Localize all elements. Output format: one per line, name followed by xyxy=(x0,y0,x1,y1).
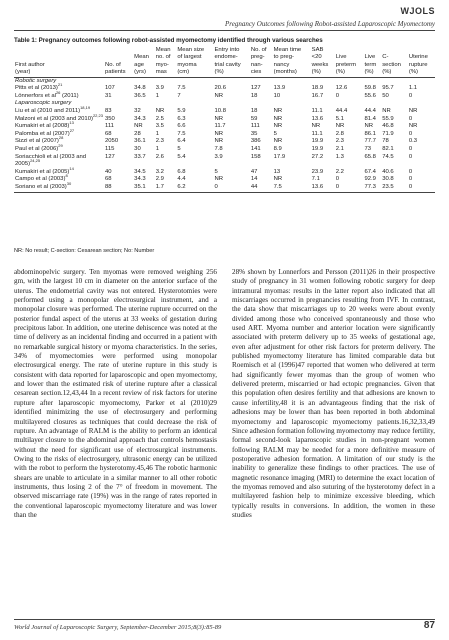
table-cell: 82.1 xyxy=(382,145,394,152)
table-header-cell: myoma xyxy=(177,61,197,68)
table-cell: 68 xyxy=(105,176,112,183)
table-cell: NR xyxy=(214,115,224,122)
table-cell: 3.9 xyxy=(214,153,223,160)
table-cell: 11.1 xyxy=(311,108,323,114)
table-header-cell: mas xyxy=(155,69,177,77)
table-cell: 6.4 xyxy=(177,138,186,145)
table-cell: 74.5 xyxy=(382,153,394,160)
table-cell: 1.3 xyxy=(335,153,344,160)
table-cell: 0 xyxy=(408,130,413,137)
table-cell: 18.9 xyxy=(311,85,324,92)
table-cell: 46.8 xyxy=(382,123,394,130)
table-cell-author: Pitts et al $(2013)^{21}$ xyxy=(15,82,63,92)
table-cell: 2050 xyxy=(105,138,119,145)
table-header-cell: First author xyxy=(15,61,45,68)
table-cell: 18 xyxy=(250,108,258,114)
table-cell: 13.6 xyxy=(311,184,335,192)
table-cell: 71.9 xyxy=(382,130,394,137)
table-header-cell: (%) xyxy=(335,69,364,77)
table-row xyxy=(14,131,435,139)
table-cell: 7.5 xyxy=(273,184,311,192)
table-cell-author: Kumakiri et al $(2008)^{13}$ xyxy=(15,120,74,130)
table-header-cell: preg- xyxy=(250,54,265,61)
table-cell-author: Kumakiri et al $(2005)^{14}$ xyxy=(15,165,74,175)
table-header-cell xyxy=(363,47,381,54)
journal-citation: World Journal of Laparoscopic Surgery, September-December 2015;8(3):85-89 xyxy=(14,624,222,631)
table-cell: 127 xyxy=(250,85,261,92)
table-cell: 12.6 xyxy=(335,85,348,92)
table-cell: 68 xyxy=(105,130,112,137)
table-cell: 2.5 xyxy=(155,115,164,122)
table-cell: 20.6 xyxy=(214,85,226,92)
table-cell: 31 xyxy=(105,92,112,99)
table-cell: 30 xyxy=(134,145,141,152)
table-header-cell xyxy=(335,47,364,54)
table-row xyxy=(14,138,435,146)
table-cell: 19.9 xyxy=(311,138,324,145)
table-cell: 40.6 xyxy=(382,168,394,175)
table-cell: 0 xyxy=(408,168,413,175)
table-cell: 32 xyxy=(134,108,141,114)
table-cell: 50 xyxy=(382,92,389,99)
table-cell-author: Soriano et al $(2003)^{30}$ xyxy=(14,184,104,192)
table-cell: 13.6 xyxy=(311,115,324,122)
table-header-cell: myo- xyxy=(155,61,169,68)
table-header-cell: (year) xyxy=(14,69,104,77)
table-header-cell: rupture xyxy=(408,61,428,68)
table-header-cell: Mean time xyxy=(273,47,302,53)
table-cell: 0 xyxy=(335,92,340,99)
table-cell: 5 xyxy=(177,145,181,152)
table-cell: 7.8 xyxy=(214,145,223,152)
table-cell: 2.9 xyxy=(155,176,164,183)
table-cell: 2.1 xyxy=(335,145,344,152)
table-cell: 158 xyxy=(250,153,261,160)
table-header-cell: to preg- xyxy=(273,54,294,61)
table-cell: 36.5 xyxy=(134,92,146,99)
table-cell-author: Paul et al $(2006)^{29}$ xyxy=(15,143,63,152)
table-cell: 1.7 xyxy=(155,184,177,192)
table-cell: 13.9 xyxy=(273,85,286,92)
table-cell: 3.2 xyxy=(155,168,164,175)
table-cell: 4.4 xyxy=(177,176,186,183)
table-cell: 86.1 xyxy=(364,130,376,137)
table-cell: 115 xyxy=(105,145,115,152)
table-cell: 23.9 xyxy=(311,168,324,175)
table-cell: 6.6 xyxy=(177,123,186,130)
table-cell: 73 xyxy=(364,145,372,152)
table-cell: 350 xyxy=(105,115,115,122)
table-cell: 7.1 xyxy=(311,176,320,183)
table-cell: NR xyxy=(214,130,224,137)
table-cell: 5.1 xyxy=(335,115,344,122)
page-number: 87 xyxy=(423,620,435,631)
table-cell: 3.9 xyxy=(155,85,164,92)
table-cell: 5.4 xyxy=(177,153,186,160)
table-section-title: Laparoscopic surgery xyxy=(15,100,72,107)
body-column-left xyxy=(14,268,217,520)
table-cell: 0 xyxy=(214,184,250,192)
table-cell: 1 xyxy=(155,92,160,99)
body-paragraph: 28% shown by Lonnerfors and Persson (2011)26 in their prospective study of pregnancy in 31 women following robotic surgery for deep intramural myomas: results in the latter report also indicated that all miscarriages occurred in pregnancies resulting from IVF. In contrast, the data show that miscarriages up to 20 weeks were about evenly divided among those who conceived spontaneously and those who used ART. Myoma number and anterior location were significantly associated with preterm delivery up to 35 weeks of gestational age, even after adjustment for other risk factors for preterm delivery. The published myomectomy literature has limited comparable data but Roemisch et al (1996)47 reported that women who delivered at term had significantly fewer myomas than the group of women who delivered preterm, miscarried or had ectopic pregnancies. Given that this population often desires fertility and that adhesions are known to cause infertility,48 it is an advantageous finding that the risk of adhesions may be lower than has been reported in both abdominal myomectomy and laparoscopic myomectomy patients.16,32,33,49 Since adhesion formation following myomectomy may reduce fertility, formal second-look laparoscopic studies in non-pregnant women following RALM may be needed for a more definitive measure of postoperative adhesion formation. A limitation of our study is the inability to generalize these findings to other practices. The use of magnetic resonance imaging (MRI) to determine the exact location of the myomas removed and also suturing of the hysterotomy defect in a multilayered fashion help to minimize excessive bleeding, which typically results in conversions. In addition, the women in these studies xyxy=(232,268,435,519)
table-cell: 6.8 xyxy=(177,168,186,175)
table-cell: 81.4 xyxy=(364,115,376,122)
table-cell: NR xyxy=(214,176,224,183)
table-cell: 0 xyxy=(335,176,340,183)
table-cell: 27.2 xyxy=(311,153,324,160)
table-header-cell: (%) xyxy=(311,69,335,77)
table-cell: NR xyxy=(134,123,143,130)
table-header-cell: term xyxy=(364,61,377,68)
table-cell: 0 xyxy=(408,115,413,122)
table-header-cell: of largest xyxy=(177,54,202,61)
table-cell-author: Lönnerfors et $al^{26}$ (2011) xyxy=(15,89,79,99)
table-cell: 16.7 xyxy=(311,92,324,99)
table-cell: 5 xyxy=(273,130,277,137)
table-header-row xyxy=(14,54,435,61)
table-row xyxy=(14,184,435,192)
table-header-cell: Live xyxy=(364,54,376,61)
table-header-cell: Uterine xyxy=(408,54,428,61)
table-header-cell: <20 xyxy=(311,54,322,61)
table-cell: 111 xyxy=(105,123,114,130)
table-header-cell: age xyxy=(134,61,145,68)
table-cell-author: Liu et al (2010 and 2011)$^{18,19}$ xyxy=(15,105,91,114)
table-header-cell xyxy=(133,47,155,54)
table-cell-author: Sizzi et al $(2007)^{28}$ xyxy=(15,135,64,145)
table-header-cell: (%) xyxy=(381,69,408,77)
table-header-cell: weeks xyxy=(311,61,329,68)
table-cell: 111 xyxy=(250,123,260,130)
table-header-cell: preterm xyxy=(335,61,357,68)
table-cell: 14 xyxy=(250,176,258,183)
table-cell: NR xyxy=(335,123,345,130)
table-cell: 2.3 xyxy=(155,138,164,145)
table-cell: NR xyxy=(214,138,224,145)
table-cell: 7 xyxy=(177,92,181,99)
header-rule xyxy=(14,30,435,31)
table-section-title: Robotic surgery xyxy=(15,77,57,84)
table-cell: 11.7 xyxy=(214,123,226,130)
table-header-cell: trial cavity xyxy=(214,61,241,68)
table-header-cell xyxy=(381,47,408,54)
table-header-cell: (yrs) xyxy=(133,69,155,77)
table-header-cell xyxy=(14,54,104,61)
table-header-row xyxy=(14,62,435,69)
table-cell: 77.7 xyxy=(364,138,376,145)
table-cell: 59 xyxy=(250,115,258,122)
table-cell: 19.9 xyxy=(311,145,324,152)
table-cell: 0 xyxy=(408,153,413,160)
table-cell: 1 xyxy=(155,145,160,152)
table-cell: 34.3 xyxy=(134,115,146,122)
table-footnote: NR: No result; C-section: Cesarean section; No: Number xyxy=(14,248,155,254)
table-cell: 65.8 xyxy=(364,153,376,160)
table-row xyxy=(14,93,435,101)
table-cell-author: Palomba et al $(2007)^{27}$ xyxy=(15,127,75,137)
table-row xyxy=(14,108,435,116)
table-cell: 78 xyxy=(382,138,389,145)
table-cell: 2.6 xyxy=(155,153,164,160)
table-header-cell: no. of xyxy=(155,54,171,61)
table-cell: 127 xyxy=(105,153,115,160)
table-cell: 34.3 xyxy=(134,176,146,183)
table-cell: 34.8 xyxy=(134,85,146,92)
table-header-cell xyxy=(408,47,435,54)
table-cell: NR xyxy=(408,108,418,114)
table-header-cell: Entry into xyxy=(214,47,240,53)
table-cell: NR xyxy=(311,123,321,130)
table-cell: 10.8 xyxy=(214,108,226,114)
table-header-cell: Mean xyxy=(155,47,171,53)
running-title: Pregnancy Outcomes following Robot-assisted Laparoscopic Myomectomy xyxy=(224,20,435,28)
table-cell: 0 xyxy=(335,184,364,192)
table-header-cell xyxy=(104,47,133,54)
table-row xyxy=(14,146,435,154)
table-header-cell: Mean xyxy=(134,54,149,61)
table-row xyxy=(14,169,435,177)
table-cell: 44 xyxy=(250,184,273,192)
table-header-cell: (cm) xyxy=(176,69,213,77)
table-cell: 92.9 xyxy=(364,176,376,183)
table-cell: 67.4 xyxy=(364,168,376,175)
table-header-cell: (%) xyxy=(363,69,381,77)
table-cell: 35.1 xyxy=(133,184,155,192)
table-cell: 7.5 xyxy=(177,130,186,137)
table-cell: 0 xyxy=(408,145,413,152)
table-row xyxy=(14,116,435,124)
table-cell: 0.3 xyxy=(408,138,418,145)
table-header-cell: (%) xyxy=(408,69,435,77)
table-cell: 13 xyxy=(273,168,281,175)
table-header-row xyxy=(14,69,435,77)
table-cell: 34.5 xyxy=(134,168,146,175)
table-header-cell: No. of xyxy=(105,61,121,68)
table-cell: NR xyxy=(273,115,283,122)
table-cell: 0 xyxy=(408,176,413,183)
table-cell: 83 xyxy=(105,108,112,114)
table-cell-author: Malzoni et al (2003 and 2010)$^{22,23}$ xyxy=(15,112,103,122)
table-row xyxy=(14,176,435,184)
table-cell: 8.9 xyxy=(273,145,282,152)
table-cell: 3.5 xyxy=(155,123,164,130)
table-cell: NR xyxy=(364,123,373,130)
table-cell: 35 xyxy=(250,130,258,137)
table-cell: 6.3 xyxy=(177,115,186,122)
table-cell: 2.3 xyxy=(335,138,344,145)
table-header-cell: patients xyxy=(104,69,133,77)
table-cell: 11.1 xyxy=(311,130,323,137)
table-cell: 95.7 xyxy=(382,85,394,92)
table-cell: 36.1 xyxy=(134,138,146,145)
body-column-right xyxy=(232,268,435,520)
journal-logo: WJOLS xyxy=(400,6,435,16)
table-cell: NR xyxy=(155,108,165,114)
table-cell: NR xyxy=(408,123,418,130)
table-cell: 77.3 xyxy=(363,184,381,192)
table-cell-author: Soriacchioli et al (2003 and 2005)$^{24,25}$ xyxy=(15,153,87,168)
table-header-cell: C- xyxy=(382,54,389,61)
table-cell: 17.9 xyxy=(273,153,286,160)
table-cell: 33.7 xyxy=(134,153,146,160)
table-header-cell: nancy xyxy=(273,61,290,68)
table-cell: 10 xyxy=(273,92,281,99)
table-cell: 47 xyxy=(250,168,258,175)
table-cell: 1.1 xyxy=(408,85,418,92)
table-row xyxy=(14,123,435,131)
table-cell: 30.8 xyxy=(382,176,394,183)
table-cell: NR xyxy=(273,138,283,145)
table-header-cell: cies xyxy=(250,69,273,77)
table-header-cell: (%) xyxy=(214,69,250,77)
body-paragraph: abdominopelvic surgery. Ten myomas were removed weighing 256 gm, with the largest 10 cm in diameter on the anterior surface of the uterus. The endometrial cavity was not entered. Hysterotomies were performed using a monopolar electrosurgical instrument, and a monopolar closure was performed. The uterine rupture occurred on the posterior fundal aspect of the uterus at 33 weeks of gestation during precipitous labor. In addition, one uterine dehiscence was noted at the time of delivery as an incidental finding and occurred in a patient with no remarkable surgical history or myoma characteristics. In the series, 34% of myomectomies were performed using monopolar electrosurgical energy. The rate of uterine rupture in this study is consistent with data reported for laparoscopic and open myomectomy, and lower than the estimated risk of uterine rupture after a classical cesarean section.12,43,44 In a recent review of risk factors for uterine rupture after laparoscopic myomectomy, Parker et al (2010)29 identified minimizing the use of electrosurgery and performing multilayered closures as techniques that could decrease the risk of rupture. An advantage of RALM is the ability to perform an identical multilayer closure to the abdominal approach that controls hemostasis without the need for significant use of electrosurgical instruments. Owing to the risks of electrosurgery, ultrasonic energy can be utilized with the robot to perform the hysterotomy.45,46 The robotic harmonic shears are unable to articulate in a similar manner to all other robotic instruments, thus losing 2 of the 7° of freedom in movement. The observed miscarriage rate (19%) was in the range of rates reported in the conventional laparoscopic myomectomy literature and was lower than the xyxy=(14,268,217,519)
table-header-cell: SAB xyxy=(311,47,324,53)
table-row xyxy=(14,154,435,169)
table-row xyxy=(14,85,435,93)
table-cell: NR xyxy=(382,108,391,114)
table-header-cell: (months) xyxy=(273,69,311,77)
table-section-row xyxy=(14,100,435,108)
table-header-cell: endome- xyxy=(214,54,238,61)
table-cell: 55.6 xyxy=(364,92,376,99)
table-header-cell: section xyxy=(382,61,401,68)
table-cell: 141 xyxy=(250,145,261,152)
table-cell: NR xyxy=(273,123,283,130)
table-cell: 1 xyxy=(155,130,160,137)
table-cell: 2.8 xyxy=(335,130,344,137)
table-cell: 40 xyxy=(105,168,112,175)
table-caption: Table 1: Pregnancy outcomes following robot-assisted myomectomy identified through various searches xyxy=(14,37,323,44)
table-cell: 28 xyxy=(134,130,141,137)
table-cell: NR xyxy=(214,92,224,99)
table-header-cell: nan- xyxy=(250,61,263,68)
table-header-cell xyxy=(104,54,133,61)
table-header-row xyxy=(14,47,435,54)
table-cell: 23.5 xyxy=(381,184,408,192)
table-cell: 107 xyxy=(105,85,115,92)
table-cell: 5 xyxy=(214,168,218,175)
table-header-cell xyxy=(14,47,104,54)
table-header-cell: No. of xyxy=(250,47,267,53)
table-cell: 88 xyxy=(104,184,133,192)
table-cell: 5.9 xyxy=(177,108,186,114)
table-cell: 386 xyxy=(250,138,261,145)
table-cell: 2.2 xyxy=(335,168,344,175)
table-cell: 0 xyxy=(408,92,413,99)
table-cell: 7.5 xyxy=(177,85,186,92)
results-table xyxy=(14,47,435,193)
table-cell: 0 xyxy=(408,184,435,192)
table-cell-author: Campo et al $(2003)^8$ xyxy=(15,173,68,183)
table-header-cell: Mean size xyxy=(177,47,205,53)
footer-rule xyxy=(14,619,435,620)
table-cell: NR xyxy=(273,176,283,183)
table-cell: NR xyxy=(273,108,283,114)
table-cell: 55.9 xyxy=(382,115,394,122)
table-cell: 18 xyxy=(250,92,258,99)
table-cell: 44.4 xyxy=(364,108,376,114)
table-cell: 6.2 xyxy=(176,184,213,192)
table-cell: 59.8 xyxy=(364,85,376,92)
table-section-row xyxy=(14,77,435,85)
table-cell: 44.4 xyxy=(335,108,348,114)
table-header-cell: Live xyxy=(335,54,347,61)
